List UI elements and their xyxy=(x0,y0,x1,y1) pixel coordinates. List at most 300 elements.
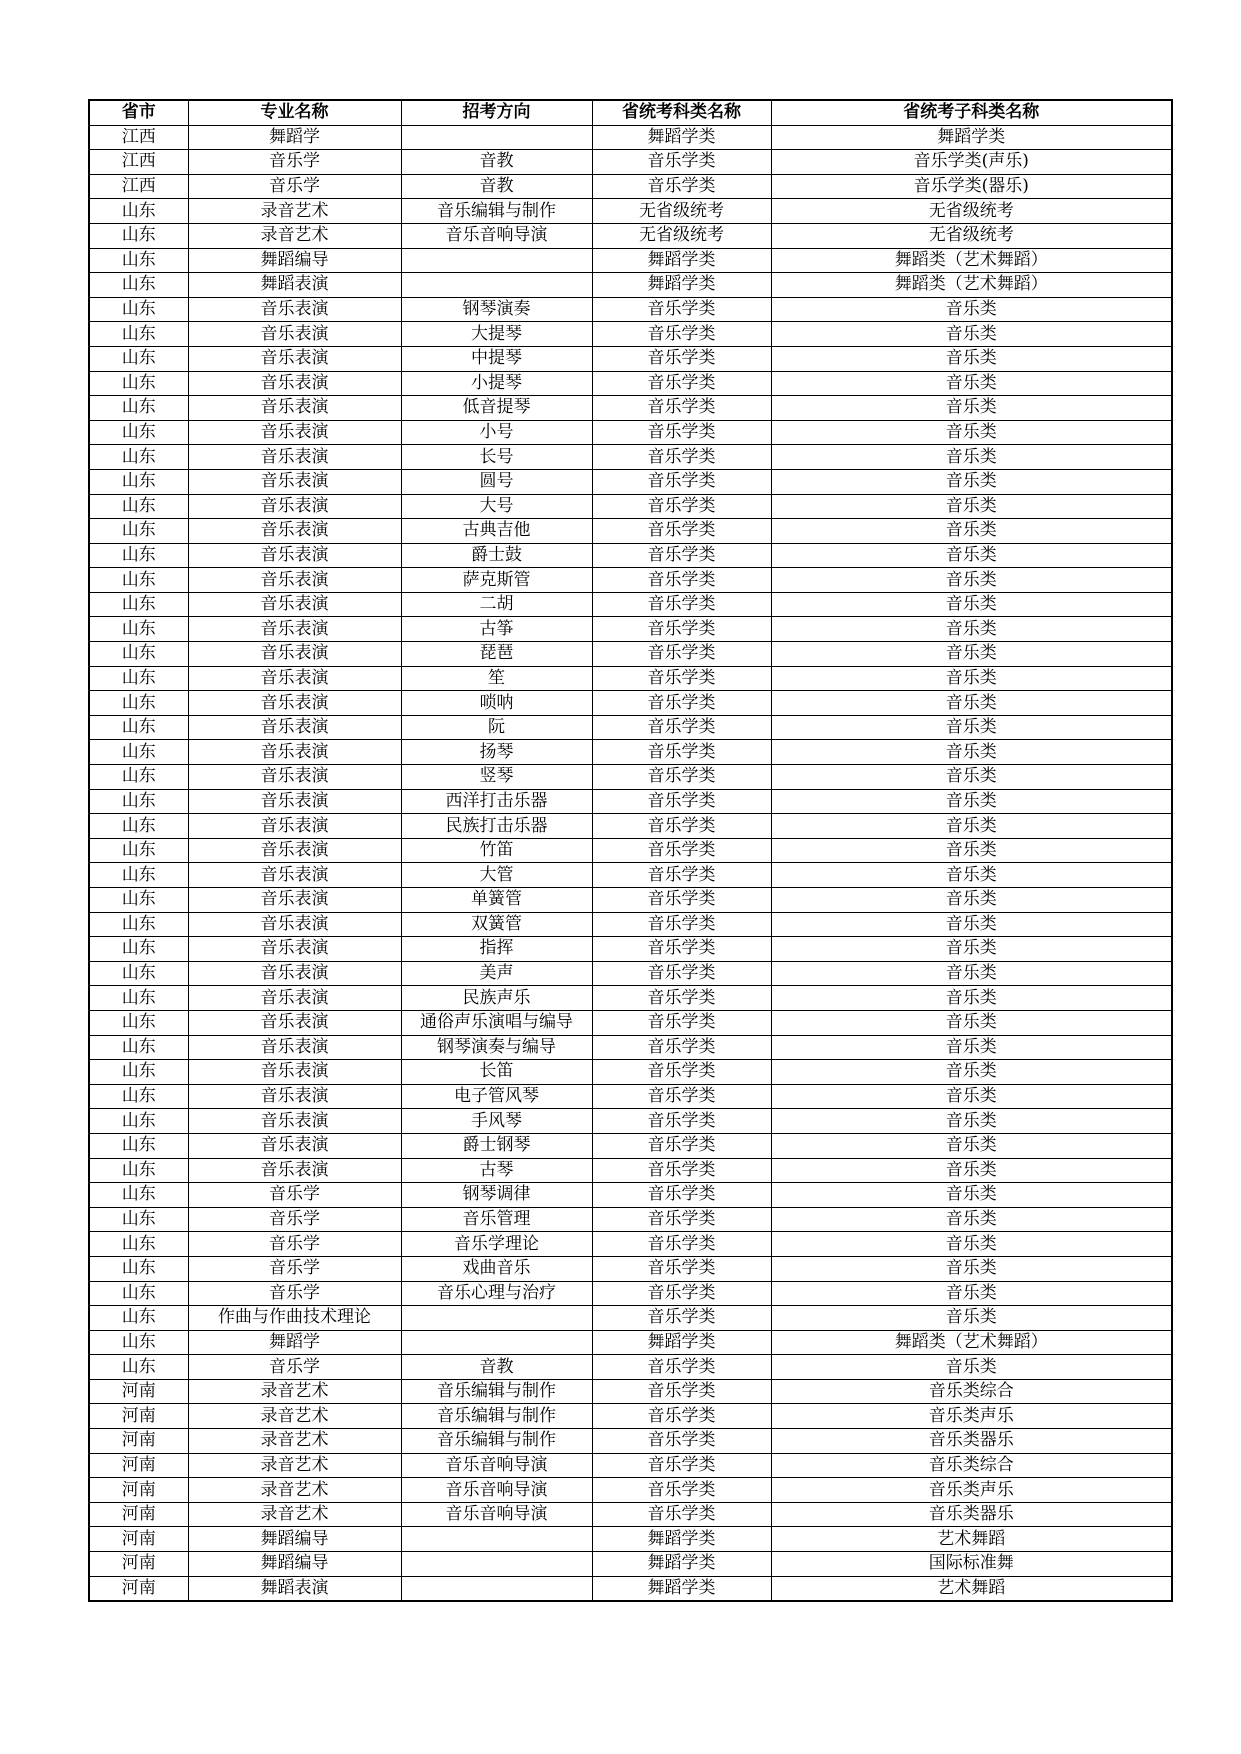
cell-exam-subcategory: 音乐类 xyxy=(771,691,1172,716)
cell-exam-subcategory: 音乐类 xyxy=(771,1158,1172,1183)
table-row xyxy=(89,1256,1172,1281)
cell-major: 舞蹈表演 xyxy=(188,1576,401,1601)
cell-major: 音乐表演 xyxy=(188,642,401,667)
cell-province: 山东 xyxy=(89,494,188,519)
cell-exam-category: 音乐学类 xyxy=(592,1306,771,1331)
cell-exam-subcategory: 音乐类器乐 xyxy=(771,1502,1172,1527)
cell-province: 山东 xyxy=(89,715,188,740)
cell-direction xyxy=(401,1330,592,1355)
cell-exam-subcategory: 音乐类 xyxy=(771,937,1172,962)
cell-province: 山东 xyxy=(89,986,188,1011)
cell-exam-category: 音乐学类 xyxy=(592,592,771,617)
cell-exam-subcategory: 音乐类综合 xyxy=(771,1379,1172,1404)
cell-direction: 大提琴 xyxy=(401,322,592,347)
table-body xyxy=(89,125,1172,1601)
cell-direction: 长号 xyxy=(401,445,592,470)
cell-province: 山东 xyxy=(89,1256,188,1281)
cell-exam-subcategory: 舞蹈类（艺术舞蹈） xyxy=(771,1330,1172,1355)
cell-exam-subcategory: 音乐类 xyxy=(771,568,1172,593)
table-row xyxy=(89,1429,1172,1454)
cell-direction: 音乐心理与治疗 xyxy=(401,1281,592,1306)
table-row xyxy=(89,396,1172,421)
cell-province: 山东 xyxy=(89,322,188,347)
cell-exam-subcategory: 音乐类 xyxy=(771,1232,1172,1257)
cell-province: 山东 xyxy=(89,1109,188,1134)
cell-exam-category: 音乐学类 xyxy=(592,174,771,199)
cell-province: 河南 xyxy=(89,1552,188,1577)
table-row xyxy=(89,1502,1172,1527)
cell-exam-category: 音乐学类 xyxy=(592,1429,771,1454)
cell-province: 河南 xyxy=(89,1404,188,1429)
cell-exam-subcategory: 音乐类 xyxy=(771,1084,1172,1109)
cell-direction: 小号 xyxy=(401,420,592,445)
cell-major: 音乐表演 xyxy=(188,617,401,642)
cell-exam-category: 舞蹈学类 xyxy=(592,125,771,150)
table-row xyxy=(89,1232,1172,1257)
cell-province: 山东 xyxy=(89,1232,188,1257)
cell-exam-subcategory: 音乐类 xyxy=(771,1306,1172,1331)
cell-exam-subcategory: 音乐学类(声乐) xyxy=(771,150,1172,175)
cell-direction: 阮 xyxy=(401,715,592,740)
cell-province: 山东 xyxy=(89,1060,188,1085)
cell-exam-subcategory: 音乐类综合 xyxy=(771,1453,1172,1478)
cell-exam-category: 音乐学类 xyxy=(592,888,771,913)
cell-exam-category: 音乐学类 xyxy=(592,838,771,863)
cell-direction: 古琴 xyxy=(401,1158,592,1183)
cell-major: 音乐表演 xyxy=(188,519,401,544)
cell-exam-category: 音乐学类 xyxy=(592,1109,771,1134)
cell-exam-subcategory: 音乐类 xyxy=(771,642,1172,667)
cell-exam-category: 音乐学类 xyxy=(592,396,771,421)
cell-direction: 钢琴演奏与编导 xyxy=(401,1035,592,1060)
cell-exam-category: 音乐学类 xyxy=(592,1404,771,1429)
table-row xyxy=(89,150,1172,175)
cell-major: 录音艺术 xyxy=(188,223,401,248)
cell-province: 山东 xyxy=(89,1133,188,1158)
cell-major: 音乐学 xyxy=(188,1256,401,1281)
table-row xyxy=(89,543,1172,568)
table-row xyxy=(89,1527,1172,1552)
cell-province: 山东 xyxy=(89,297,188,322)
cell-exam-subcategory: 音乐类 xyxy=(771,396,1172,421)
cell-exam-category: 舞蹈学类 xyxy=(592,1330,771,1355)
cell-major: 舞蹈编导 xyxy=(188,1552,401,1577)
cell-province: 山东 xyxy=(89,1207,188,1232)
cell-direction: 低音提琴 xyxy=(401,396,592,421)
cell-major: 舞蹈表演 xyxy=(188,273,401,298)
cell-exam-category: 舞蹈学类 xyxy=(592,248,771,273)
cell-exam-category: 音乐学类 xyxy=(592,1355,771,1380)
cell-exam-category: 舞蹈学类 xyxy=(592,1552,771,1577)
table-row xyxy=(89,1035,1172,1060)
cell-direction: 双簧管 xyxy=(401,912,592,937)
cell-province: 河南 xyxy=(89,1478,188,1503)
cell-province: 山东 xyxy=(89,1183,188,1208)
header-exam-subcategory: 省统考子科类名称 xyxy=(771,100,1172,125)
table-row xyxy=(89,1109,1172,1134)
table-row xyxy=(89,1183,1172,1208)
cell-major: 音乐表演 xyxy=(188,863,401,888)
cell-direction: 萨克斯管 xyxy=(401,568,592,593)
cell-province: 河南 xyxy=(89,1429,188,1454)
cell-direction: 音乐编辑与制作 xyxy=(401,1404,592,1429)
table-row xyxy=(89,937,1172,962)
cell-major: 音乐表演 xyxy=(188,937,401,962)
cell-province: 河南 xyxy=(89,1527,188,1552)
cell-exam-subcategory: 音乐类 xyxy=(771,666,1172,691)
cell-exam-category: 音乐学类 xyxy=(592,1158,771,1183)
cell-direction xyxy=(401,1306,592,1331)
table-row xyxy=(89,740,1172,765)
cell-major: 音乐表演 xyxy=(188,568,401,593)
cell-province: 山东 xyxy=(89,937,188,962)
table-row xyxy=(89,888,1172,913)
cell-exam-subcategory: 音乐类 xyxy=(771,543,1172,568)
cell-exam-subcategory: 音乐类 xyxy=(771,1355,1172,1380)
table-row xyxy=(89,1330,1172,1355)
cell-exam-subcategory: 音乐类 xyxy=(771,1281,1172,1306)
cell-province: 山东 xyxy=(89,519,188,544)
cell-direction: 二胡 xyxy=(401,592,592,617)
table-row xyxy=(89,223,1172,248)
cell-exam-subcategory: 舞蹈学类 xyxy=(771,125,1172,150)
cell-exam-subcategory: 音乐类 xyxy=(771,322,1172,347)
cell-exam-subcategory: 音乐类声乐 xyxy=(771,1478,1172,1503)
cell-province: 江西 xyxy=(89,150,188,175)
cell-exam-subcategory: 艺术舞蹈 xyxy=(771,1527,1172,1552)
table-row xyxy=(89,371,1172,396)
header-direction: 招考方向 xyxy=(401,100,592,125)
cell-major: 录音艺术 xyxy=(188,1379,401,1404)
cell-exam-subcategory: 艺术舞蹈 xyxy=(771,1576,1172,1601)
cell-major: 音乐表演 xyxy=(188,420,401,445)
cell-exam-category: 音乐学类 xyxy=(592,1035,771,1060)
cell-province: 山东 xyxy=(89,789,188,814)
table-row xyxy=(89,912,1172,937)
cell-major: 作曲与作曲技术理论 xyxy=(188,1306,401,1331)
cell-exam-subcategory: 音乐类 xyxy=(771,838,1172,863)
table-row xyxy=(89,642,1172,667)
cell-exam-category: 音乐学类 xyxy=(592,814,771,839)
cell-direction: 民族声乐 xyxy=(401,986,592,1011)
cell-exam-subcategory: 音乐类 xyxy=(771,765,1172,790)
table-row xyxy=(89,1133,1172,1158)
table-row xyxy=(89,1379,1172,1404)
cell-direction: 长笛 xyxy=(401,1060,592,1085)
cell-major: 录音艺术 xyxy=(188,1429,401,1454)
cell-exam-category: 音乐学类 xyxy=(592,666,771,691)
cell-exam-subcategory: 音乐类 xyxy=(771,519,1172,544)
cell-major: 舞蹈编导 xyxy=(188,248,401,273)
table-row xyxy=(89,863,1172,888)
cell-direction: 音乐编辑与制作 xyxy=(401,1429,592,1454)
cell-exam-category: 音乐学类 xyxy=(592,691,771,716)
cell-province: 山东 xyxy=(89,445,188,470)
cell-major: 音乐表演 xyxy=(188,1158,401,1183)
cell-province: 河南 xyxy=(89,1502,188,1527)
cell-direction: 电子管风琴 xyxy=(401,1084,592,1109)
cell-province: 山东 xyxy=(89,1010,188,1035)
cell-exam-subcategory: 音乐类 xyxy=(771,1183,1172,1208)
cell-exam-subcategory: 音乐类 xyxy=(771,1109,1172,1134)
table-row xyxy=(89,1404,1172,1429)
table-row xyxy=(89,986,1172,1011)
cell-province: 河南 xyxy=(89,1379,188,1404)
table-row xyxy=(89,1010,1172,1035)
cell-major: 音乐表演 xyxy=(188,1133,401,1158)
cell-exam-subcategory: 音乐类 xyxy=(771,469,1172,494)
cell-major: 音乐表演 xyxy=(188,715,401,740)
cell-major: 录音艺术 xyxy=(188,1478,401,1503)
cell-exam-subcategory: 音乐学类(器乐) xyxy=(771,174,1172,199)
cell-major: 音乐表演 xyxy=(188,1084,401,1109)
header-exam-category: 省统考科类名称 xyxy=(592,100,771,125)
cell-major: 音乐表演 xyxy=(188,666,401,691)
cell-province: 山东 xyxy=(89,814,188,839)
cell-province: 江西 xyxy=(89,174,188,199)
table-row xyxy=(89,125,1172,150)
cell-major: 音乐表演 xyxy=(188,592,401,617)
table-row xyxy=(89,1158,1172,1183)
cell-direction xyxy=(401,1576,592,1601)
table-row xyxy=(89,765,1172,790)
cell-province: 山东 xyxy=(89,223,188,248)
table-row xyxy=(89,445,1172,470)
cell-exam-category: 音乐学类 xyxy=(592,297,771,322)
cell-major: 录音艺术 xyxy=(188,1453,401,1478)
cell-exam-subcategory: 音乐类 xyxy=(771,371,1172,396)
cell-direction: 指挥 xyxy=(401,937,592,962)
cell-exam-subcategory: 音乐类 xyxy=(771,1256,1172,1281)
cell-exam-category: 音乐学类 xyxy=(592,715,771,740)
cell-major: 音乐学 xyxy=(188,1207,401,1232)
table-row xyxy=(89,322,1172,347)
cell-exam-subcategory: 音乐类 xyxy=(771,1207,1172,1232)
table-row xyxy=(89,568,1172,593)
cell-exam-category: 音乐学类 xyxy=(592,1453,771,1478)
table-row xyxy=(89,1207,1172,1232)
cell-exam-category: 音乐学类 xyxy=(592,789,771,814)
cell-major: 音乐学 xyxy=(188,1355,401,1380)
table-row xyxy=(89,174,1172,199)
cell-major: 音乐表演 xyxy=(188,814,401,839)
cell-direction: 戏曲音乐 xyxy=(401,1256,592,1281)
cell-exam-subcategory: 音乐类 xyxy=(771,912,1172,937)
cell-province: 河南 xyxy=(89,1576,188,1601)
cell-exam-category: 音乐学类 xyxy=(592,1502,771,1527)
cell-direction: 音乐编辑与制作 xyxy=(401,199,592,224)
table-row xyxy=(89,346,1172,371)
cell-province: 山东 xyxy=(89,420,188,445)
table-row xyxy=(89,592,1172,617)
cell-province: 山东 xyxy=(89,691,188,716)
cell-major: 录音艺术 xyxy=(188,199,401,224)
cell-major: 音乐学 xyxy=(188,174,401,199)
cell-major: 音乐表演 xyxy=(188,691,401,716)
cell-province: 山东 xyxy=(89,469,188,494)
cell-major: 录音艺术 xyxy=(188,1404,401,1429)
cell-major: 音乐表演 xyxy=(188,469,401,494)
cell-exam-category: 音乐学类 xyxy=(592,961,771,986)
cell-major: 舞蹈学 xyxy=(188,1330,401,1355)
cell-exam-category: 音乐学类 xyxy=(592,937,771,962)
table-row xyxy=(89,248,1172,273)
cell-exam-category: 音乐学类 xyxy=(592,469,771,494)
cell-major: 音乐表演 xyxy=(188,838,401,863)
cell-direction: 圆号 xyxy=(401,469,592,494)
cell-major: 音乐表演 xyxy=(188,888,401,913)
cell-exam-category: 音乐学类 xyxy=(592,1281,771,1306)
cell-province: 山东 xyxy=(89,592,188,617)
cell-exam-subcategory: 音乐类 xyxy=(771,986,1172,1011)
cell-direction: 扬琴 xyxy=(401,740,592,765)
cell-exam-subcategory: 音乐类 xyxy=(771,888,1172,913)
cell-direction: 中提琴 xyxy=(401,346,592,371)
table-row xyxy=(89,1060,1172,1085)
cell-exam-subcategory: 舞蹈类（艺术舞蹈） xyxy=(771,248,1172,273)
cell-province: 山东 xyxy=(89,1355,188,1380)
cell-exam-category: 音乐学类 xyxy=(592,1010,771,1035)
cell-direction: 民族打击乐器 xyxy=(401,814,592,839)
cell-province: 山东 xyxy=(89,617,188,642)
cell-major: 音乐表演 xyxy=(188,322,401,347)
cell-major: 音乐表演 xyxy=(188,1060,401,1085)
header-row xyxy=(89,100,1172,125)
cell-exam-category: 音乐学类 xyxy=(592,322,771,347)
cell-direction: 音乐音响导演 xyxy=(401,1453,592,1478)
cell-exam-subcategory: 音乐类 xyxy=(771,1010,1172,1035)
cell-exam-category: 音乐学类 xyxy=(592,371,771,396)
table-row xyxy=(89,691,1172,716)
table-row xyxy=(89,1281,1172,1306)
cell-province: 山东 xyxy=(89,1306,188,1331)
cell-exam-category: 音乐学类 xyxy=(592,1232,771,1257)
cell-province: 山东 xyxy=(89,1330,188,1355)
table-row xyxy=(89,838,1172,863)
cell-direction: 音教 xyxy=(401,150,592,175)
cell-exam-category: 音乐学类 xyxy=(592,1207,771,1232)
cell-direction: 古筝 xyxy=(401,617,592,642)
cell-exam-category: 无省级统考 xyxy=(592,199,771,224)
cell-major: 音乐表演 xyxy=(188,1035,401,1060)
cell-direction: 大管 xyxy=(401,863,592,888)
cell-direction: 手风琴 xyxy=(401,1109,592,1134)
cell-exam-subcategory: 音乐类 xyxy=(771,1060,1172,1085)
cell-direction: 钢琴演奏 xyxy=(401,297,592,322)
cell-exam-category: 舞蹈学类 xyxy=(592,1576,771,1601)
cell-direction xyxy=(401,248,592,273)
cell-exam-category: 音乐学类 xyxy=(592,912,771,937)
table-row xyxy=(89,715,1172,740)
cell-exam-subcategory: 音乐类声乐 xyxy=(771,1404,1172,1429)
cell-major: 音乐学 xyxy=(188,1281,401,1306)
cell-province: 山东 xyxy=(89,888,188,913)
cell-exam-subcategory: 音乐类 xyxy=(771,789,1172,814)
table-row xyxy=(89,273,1172,298)
admissions-table xyxy=(88,99,1173,1602)
cell-province: 山东 xyxy=(89,740,188,765)
header-major: 专业名称 xyxy=(188,100,401,125)
cell-exam-category: 音乐学类 xyxy=(592,765,771,790)
cell-exam-category: 音乐学类 xyxy=(592,543,771,568)
cell-major: 音乐表演 xyxy=(188,986,401,1011)
cell-exam-category: 音乐学类 xyxy=(592,1379,771,1404)
cell-direction xyxy=(401,1527,592,1552)
cell-exam-subcategory: 音乐类 xyxy=(771,297,1172,322)
cell-exam-category: 音乐学类 xyxy=(592,642,771,667)
table-row xyxy=(89,666,1172,691)
table-row xyxy=(89,1576,1172,1601)
cell-exam-category: 音乐学类 xyxy=(592,150,771,175)
cell-major: 舞蹈学 xyxy=(188,125,401,150)
table-row xyxy=(89,1306,1172,1331)
cell-province: 江西 xyxy=(89,125,188,150)
cell-exam-category: 音乐学类 xyxy=(592,617,771,642)
cell-province: 山东 xyxy=(89,1281,188,1306)
cell-exam-subcategory: 无省级统考 xyxy=(771,223,1172,248)
cell-exam-category: 舞蹈学类 xyxy=(592,1527,771,1552)
cell-major: 音乐学 xyxy=(188,150,401,175)
cell-province: 山东 xyxy=(89,838,188,863)
cell-direction: 竖琴 xyxy=(401,765,592,790)
cell-major: 音乐表演 xyxy=(188,543,401,568)
cell-major: 音乐学 xyxy=(188,1232,401,1257)
cell-exam-category: 音乐学类 xyxy=(592,863,771,888)
cell-direction xyxy=(401,1552,592,1577)
cell-major: 音乐表演 xyxy=(188,346,401,371)
cell-province: 山东 xyxy=(89,371,188,396)
cell-province: 山东 xyxy=(89,863,188,888)
cell-major: 音乐表演 xyxy=(188,297,401,322)
cell-exam-subcategory: 国际标准舞 xyxy=(771,1552,1172,1577)
cell-direction: 爵士鼓 xyxy=(401,543,592,568)
cell-exam-subcategory: 音乐类 xyxy=(771,863,1172,888)
cell-exam-category: 音乐学类 xyxy=(592,1478,771,1503)
cell-major: 舞蹈编导 xyxy=(188,1527,401,1552)
cell-direction xyxy=(401,273,592,298)
table-row xyxy=(89,1453,1172,1478)
cell-direction: 唢呐 xyxy=(401,691,592,716)
cell-major: 音乐表演 xyxy=(188,1109,401,1134)
cell-province: 山东 xyxy=(89,1158,188,1183)
cell-exam-category: 音乐学类 xyxy=(592,346,771,371)
cell-exam-subcategory: 音乐类 xyxy=(771,814,1172,839)
cell-major: 音乐表演 xyxy=(188,765,401,790)
cell-exam-category: 音乐学类 xyxy=(592,420,771,445)
cell-province: 山东 xyxy=(89,666,188,691)
cell-exam-category: 音乐学类 xyxy=(592,1256,771,1281)
cell-direction: 琵琶 xyxy=(401,642,592,667)
cell-major: 音乐表演 xyxy=(188,445,401,470)
table-row xyxy=(89,199,1172,224)
table-row xyxy=(89,789,1172,814)
cell-direction: 音乐音响导演 xyxy=(401,223,592,248)
table-row xyxy=(89,1355,1172,1380)
cell-exam-category: 舞蹈学类 xyxy=(592,273,771,298)
cell-exam-category: 音乐学类 xyxy=(592,445,771,470)
cell-major: 音乐表演 xyxy=(188,740,401,765)
cell-direction: 小提琴 xyxy=(401,371,592,396)
cell-exam-category: 音乐学类 xyxy=(592,986,771,1011)
cell-exam-category: 音乐学类 xyxy=(592,740,771,765)
cell-exam-subcategory: 音乐类 xyxy=(771,740,1172,765)
cell-exam-category: 音乐学类 xyxy=(592,1060,771,1085)
cell-exam-category: 音乐学类 xyxy=(592,519,771,544)
cell-direction: 单簧管 xyxy=(401,888,592,913)
table-row xyxy=(89,617,1172,642)
cell-exam-subcategory: 音乐类器乐 xyxy=(771,1429,1172,1454)
cell-province: 山东 xyxy=(89,568,188,593)
